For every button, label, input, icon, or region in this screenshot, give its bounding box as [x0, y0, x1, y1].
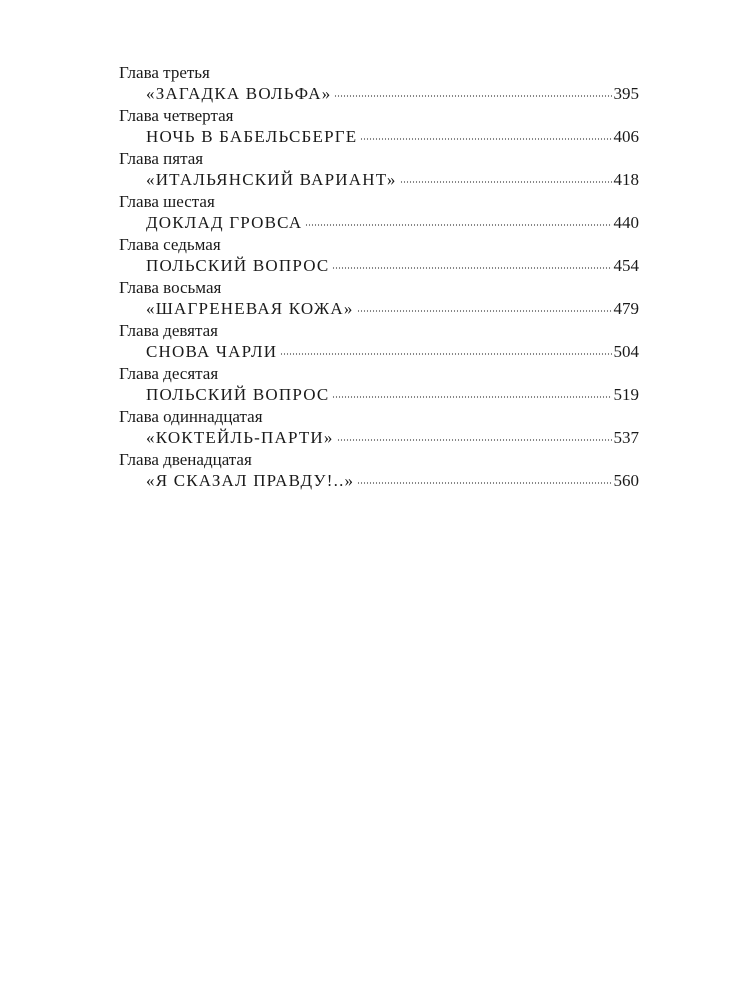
chapter-title: «ШАГРЕНЕВАЯ КОЖА»	[146, 299, 354, 318]
page-number: 395	[613, 84, 639, 103]
dot-leader	[332, 395, 611, 399]
chapter-title: ДОКЛАД ГРОВСА	[146, 213, 303, 232]
chapter-number: Глава седьмая	[119, 235, 221, 254]
toc-entry	[119, 363, 639, 406]
chapter-number: Глава двенадцатая	[119, 450, 252, 469]
chapter-number: Глава десятая	[119, 364, 219, 383]
page-number: 519	[613, 385, 639, 404]
page-number: 479	[613, 299, 639, 318]
toc-entry-line	[146, 426, 639, 450]
toc-entry	[119, 148, 639, 191]
toc-entry-line	[146, 254, 639, 278]
chapter-title: «Я СКАЗАЛ ПРАВДУ!..»	[146, 471, 355, 490]
toc-entry-line	[146, 168, 639, 192]
toc-entry	[119, 234, 639, 277]
page-number: 560	[613, 471, 639, 490]
chapter-number: Глава одиннадцатая	[119, 407, 263, 426]
toc-entry	[119, 62, 639, 105]
page-number: 440	[613, 213, 639, 232]
toc-entry-line	[146, 469, 639, 493]
chapter-number: Глава пятая	[119, 149, 204, 168]
chapter-number: Глава девятая	[119, 321, 218, 340]
toc-entry-line	[146, 211, 639, 235]
dot-leader	[337, 438, 612, 442]
toc-entry-line	[146, 340, 639, 364]
page-number: 454	[613, 256, 639, 275]
dot-leader	[400, 180, 612, 184]
dot-leader	[280, 352, 611, 356]
dot-leader	[332, 266, 611, 270]
dot-leader	[357, 309, 612, 313]
chapter-number: Глава шестая	[119, 192, 215, 211]
toc-entry-line	[146, 125, 639, 149]
chapter-title: «КОКТЕЙЛЬ-ПАРТИ»	[146, 428, 334, 447]
chapter-title: «ЗАГАДКА ВОЛЬФА»	[146, 84, 332, 103]
toc-entry-line	[146, 383, 639, 407]
dot-leader	[360, 137, 611, 141]
dot-leader	[357, 481, 611, 485]
chapter-title: «ИТАЛЬЯНСКИЙ ВАРИАНТ»	[146, 170, 397, 189]
toc-entry	[119, 449, 639, 492]
toc-entry-line	[146, 82, 639, 106]
chapter-number: Глава восьмая	[119, 278, 222, 297]
chapter-title: СНОВА ЧАРЛИ	[146, 342, 278, 361]
page-number: 504	[613, 342, 639, 361]
page-number: 418	[613, 170, 639, 189]
toc-entry-line	[146, 297, 639, 321]
chapter-number: Глава четвертая	[119, 106, 234, 125]
chapter-number: Глава третья	[119, 63, 210, 82]
chapter-title: НОЧЬ В БАБЕЛЬСБЕРГЕ	[146, 127, 358, 146]
toc-entry	[119, 191, 639, 234]
table-of-contents	[119, 62, 639, 492]
page-number: 406	[613, 127, 639, 146]
toc-entry	[119, 320, 639, 363]
toc-entry	[119, 105, 639, 148]
toc-entry	[119, 406, 639, 449]
dot-leader	[334, 94, 611, 98]
page-number: 537	[613, 428, 639, 447]
dot-leader	[305, 223, 611, 227]
toc-entry	[119, 277, 639, 320]
chapter-title: ПОЛЬСКИЙ ВОПРОС	[146, 256, 330, 275]
chapter-title: ПОЛЬСКИЙ ВОПРОС	[146, 385, 330, 404]
